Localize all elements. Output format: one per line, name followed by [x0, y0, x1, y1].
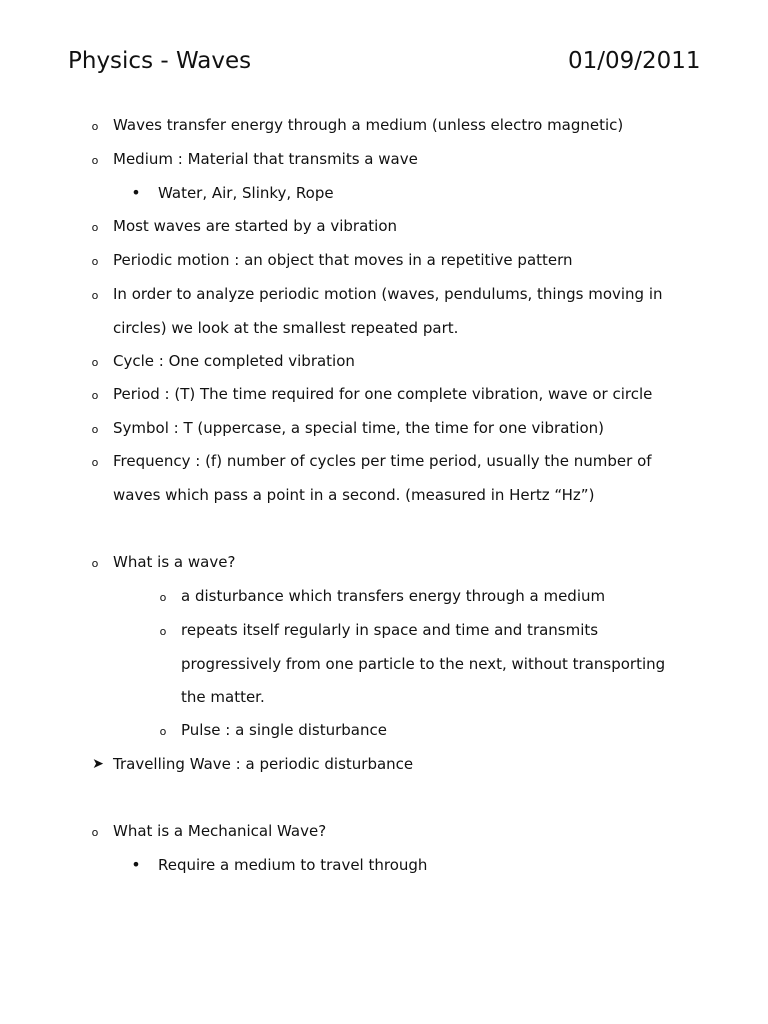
list-bullet-o: o	[91, 221, 99, 234]
note-text: In order to analyze periodic motion (waves, pendulums, things moving in	[113, 285, 663, 303]
list-bullet-o: o	[91, 389, 99, 402]
note-text: Water, Air, Slinky, Rope	[158, 184, 334, 202]
note-text: Pulse : a single disturbance	[181, 721, 387, 739]
list-bullet-o: o	[91, 289, 99, 302]
note-text: waves which pass a point in a second. (measured in Hertz “Hz”)	[113, 486, 595, 504]
note-text: Periodic motion : an object that moves in a repetitive pattern	[113, 251, 573, 269]
list-bullet-o: o	[91, 154, 99, 167]
list-bullet-o: o	[91, 456, 99, 469]
note-text: repeats itself regularly in space and time and transmits	[181, 621, 599, 639]
note-text: Period : (T) The time required for one complete vibration, wave or circle	[113, 385, 653, 403]
list-bullet-o: o	[91, 423, 99, 436]
document-header	[0, 0, 768, 80]
list-bullet-dot: •	[131, 855, 141, 874]
note-text: progressively from one particle to the next, without transporting	[181, 655, 666, 673]
note-text: Waves transfer energy through a medium (unless electro magnetic)	[113, 116, 624, 134]
note-text: Require a medium to travel through	[158, 856, 428, 874]
note-text: a disturbance which transfers energy through a medium	[181, 587, 606, 605]
list-bullet-dot: •	[131, 183, 141, 202]
note-text: Symbol : T (uppercase, a special time, the time for one vibration)	[113, 419, 605, 437]
note-text: Cycle : One completed vibration	[113, 352, 355, 370]
list-bullet-o: o	[159, 725, 167, 738]
note-text: What is a Mechanical Wave?	[113, 822, 327, 840]
note-text: What is a wave?	[113, 553, 236, 571]
note-text: the matter.	[181, 688, 265, 706]
document-date: 01/09/2011	[568, 48, 701, 74]
list-bullet-o: o	[91, 557, 99, 570]
note-text: Travelling Wave : a periodic disturbance	[113, 755, 414, 773]
document-title: Physics - Waves	[68, 48, 252, 74]
note-text: Medium : Material that transmits a wave	[113, 150, 418, 168]
note-text: Most waves are started by a vibration	[113, 217, 397, 235]
arrow-bullet-icon: ➤	[92, 756, 104, 772]
list-bullet-o: o	[91, 826, 99, 839]
list-bullet-o: o	[159, 625, 167, 638]
list-bullet-o: o	[91, 356, 99, 369]
list-bullet-o: o	[91, 255, 99, 268]
list-bullet-o: o	[159, 591, 167, 604]
note-text: Frequency : (f) number of cycles per time period, usually the number of	[113, 452, 652, 470]
note-text: circles) we look at the smallest repeated part.	[113, 319, 459, 337]
list-bullet-o: o	[91, 120, 99, 133]
